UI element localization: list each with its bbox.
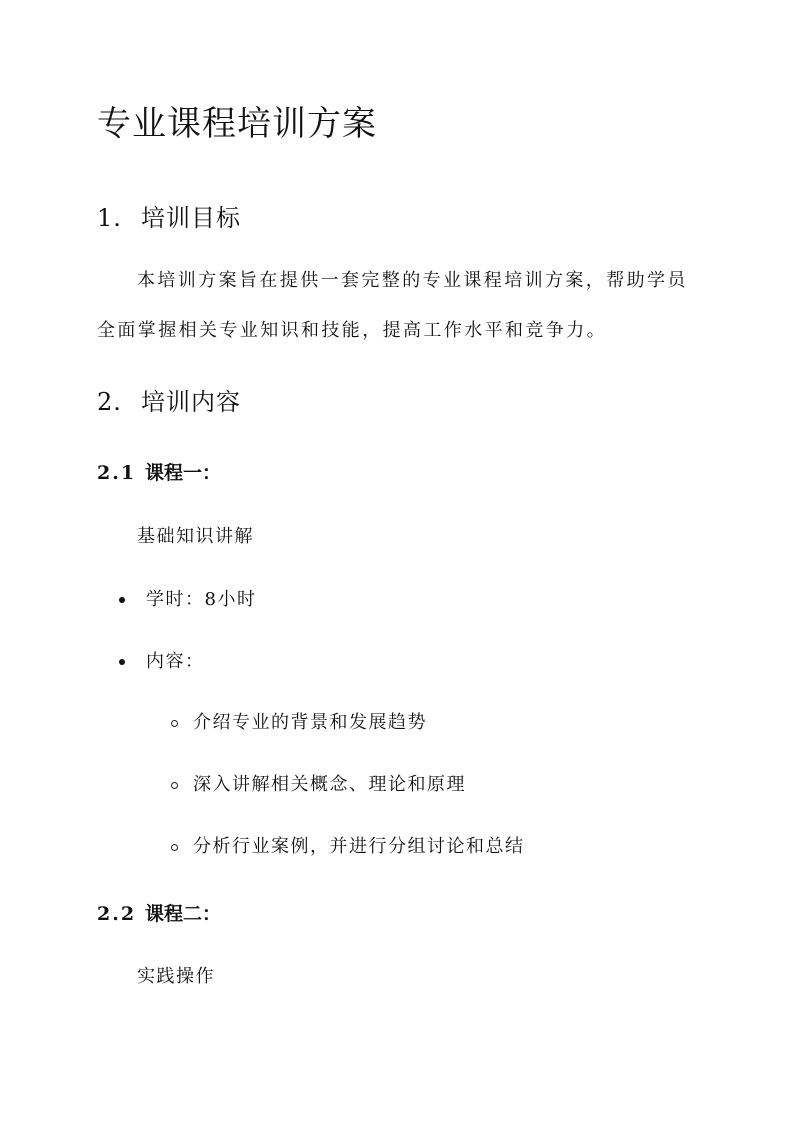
section-number: 2. [97, 388, 122, 416]
course-heading-2 [97, 899, 221, 926]
sub-item-cases: 分析行业案例，并进行分组讨论和总结 [193, 836, 525, 857]
section-heading-content [97, 382, 241, 417]
goals-paragraph: 本培训方案旨在提供一套完整的专业课程培训方案，帮助学员全面掌握相关专业知识和技能，提高工作水平和竞争力。 [97, 270, 688, 341]
section-heading-goals [97, 198, 241, 233]
sub-bullet-circle [171, 720, 178, 727]
course-heading-1 [97, 458, 221, 485]
course-title: 课程二： [145, 903, 222, 925]
bullet-content: 内容： [146, 651, 205, 672]
course-number: 2.1 [97, 462, 137, 484]
section-title: 培训目标 [141, 204, 241, 232]
bullet-hours: 学时：8小时 [146, 589, 257, 610]
course-summary-1: 基础知识讲解 [137, 526, 254, 547]
section-number: 1. [97, 204, 122, 232]
sub-bullet-circle [171, 844, 178, 851]
sub-bullet-circle [171, 782, 178, 789]
section-title: 培训内容 [141, 388, 241, 416]
bullet-dot [119, 659, 125, 665]
sub-item-background: 介绍专业的背景和发展趋势 [193, 712, 427, 733]
course-title: 课程一： [145, 462, 222, 484]
course-number: 2.2 [97, 903, 137, 925]
document-title: 专业课程培训方案 [97, 104, 377, 144]
course-summary-2: 实践操作 [137, 966, 215, 987]
bullet-dot [119, 597, 125, 603]
sub-item-concepts: 深入讲解相关概念、理论和原理 [193, 774, 466, 795]
